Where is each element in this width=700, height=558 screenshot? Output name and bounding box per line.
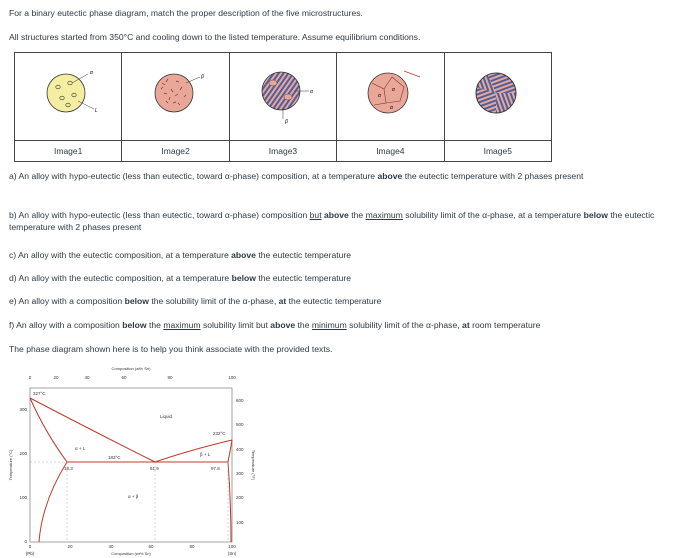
option-d: d) An alloy with the eutectic composition, at a temperature below the eutectic temperature	[9, 273, 352, 283]
right-tick-300: 300	[236, 471, 244, 476]
image5-label: Image5	[444, 141, 551, 162]
liquidus-right	[155, 440, 232, 462]
image4-alpha-label-3: α	[390, 105, 394, 111]
liquid-region-label: Liquid	[160, 414, 173, 419]
pb-melting-label: 327°C	[33, 391, 46, 396]
image2-beta-label: β	[200, 74, 204, 80]
image1-alpha-label: α	[90, 70, 94, 76]
left-tick-300: 300	[19, 407, 27, 412]
image4-cell	[337, 53, 444, 141]
top-tick-20: 20	[53, 375, 59, 380]
image3-beta-label: β	[284, 119, 288, 125]
right-tick-100: 100	[236, 520, 244, 525]
right-tick-400: 400	[236, 447, 244, 452]
image3-label: Image3	[229, 141, 336, 162]
right-axis-title: Temperature (°F)	[251, 449, 256, 481]
beta-max-label: 97.8	[211, 466, 220, 471]
microstructure-table	[14, 52, 552, 162]
top-tick-80: 80	[167, 375, 173, 380]
left-tick-0: 0	[24, 539, 27, 544]
image5-cell	[444, 53, 551, 141]
image2-micrograph	[126, 53, 226, 135]
image3-cell	[229, 53, 336, 141]
left-axis-title: Temperature (°C)	[8, 449, 13, 481]
alpha-max-label: 18.3	[64, 466, 73, 471]
image2-cell	[122, 53, 229, 141]
image4-micrograph	[340, 53, 440, 135]
option-f: f) An alloy with a composition below the maximum solubility limit but above the minimum solubility limit of the α-phase, at room temperature	[9, 320, 541, 330]
solvus-beta	[228, 462, 231, 542]
image2-label: Image2	[122, 141, 229, 162]
bottom-tick-80: 80	[189, 544, 195, 549]
image1-cell	[15, 53, 122, 141]
eutectic-temp-label: 183°C	[108, 455, 121, 460]
left-tick-200: 200	[19, 451, 27, 456]
option-c: c) An alloy with the eutectic composition, at a temperature above the eutectic temperature	[9, 250, 352, 260]
bottom-tick-40: 40	[108, 544, 114, 549]
right-tick-500: 500	[236, 422, 244, 427]
left-tick-100: 100	[19, 495, 27, 500]
image4-label: Image4	[337, 141, 444, 162]
sn-melting-label: 232°C	[213, 431, 226, 436]
solvus-alpha	[39, 462, 67, 542]
bottom-axis-title: Composition (wt% Sn)	[111, 551, 151, 556]
question-line-2: All structures started from 350°C and cooling down to the listed temperature. Assume equilibrium conditions.	[9, 32, 421, 42]
option-e: e) An alloy with a composition below the solubility limit of the α-phase, at the eutectic temperature	[9, 296, 382, 306]
liquidus-left	[30, 398, 155, 462]
image1-micrograph	[18, 53, 118, 135]
top-tick-60: 60	[121, 375, 127, 380]
alpha-beta-label: α + β	[128, 494, 139, 499]
pb-label: (Pb)	[25, 551, 35, 556]
bottom-tick-60: 60	[148, 544, 154, 549]
right-tick-200: 200	[236, 495, 244, 500]
option-b: b) An alloy with hypo-eutectic (less than eutectic, toward α-phase) composition but above the maximum solubility limit of the α-phase, at a temperature below the eutectic temperature with 2 phases present	[9, 210, 655, 232]
phase-diagram	[0, 362, 260, 558]
alpha-liquid-label: α + L	[75, 446, 86, 451]
top-tick-40: 40	[84, 375, 90, 380]
top-axis-title: Composition (at% Sn)	[111, 366, 151, 371]
bottom-tick-100: 100	[228, 544, 236, 549]
beta-liquid-label: β + L	[200, 452, 211, 457]
option-a: a) An alloy with hypo-eutectic (less than eutectic, toward α-phase) composition, at a temperature above the eutectic temperature with 2 phases present	[9, 171, 584, 181]
image4-alpha-label-2: α	[392, 87, 396, 93]
sn-label: (Sn)	[227, 551, 237, 556]
bottom-tick-0: 0	[28, 544, 32, 549]
image5-micrograph	[448, 53, 548, 135]
image3-micrograph	[233, 53, 333, 135]
solidus-beta	[228, 440, 232, 462]
image3-alpha-label: α	[309, 89, 313, 95]
top-tick-0: 0	[28, 375, 32, 380]
question-line-1: For a binary eutectic phase diagram, match the proper description of the five microstructures.	[9, 8, 363, 18]
right-tick-600: 600	[236, 398, 244, 403]
footer-note: The phase diagram shown here is to help you think associate with the provided texts.	[9, 344, 333, 354]
top-tick-100: 100	[228, 375, 236, 380]
bottom-tick-20: 20	[67, 544, 73, 549]
image4-alpha-label-1: α	[378, 93, 382, 99]
image1-liquid-label: L	[95, 108, 98, 114]
plot-frame	[30, 388, 232, 542]
image1-label: Image1	[15, 141, 122, 162]
eutectic-comp-label: 61.9	[150, 466, 159, 471]
